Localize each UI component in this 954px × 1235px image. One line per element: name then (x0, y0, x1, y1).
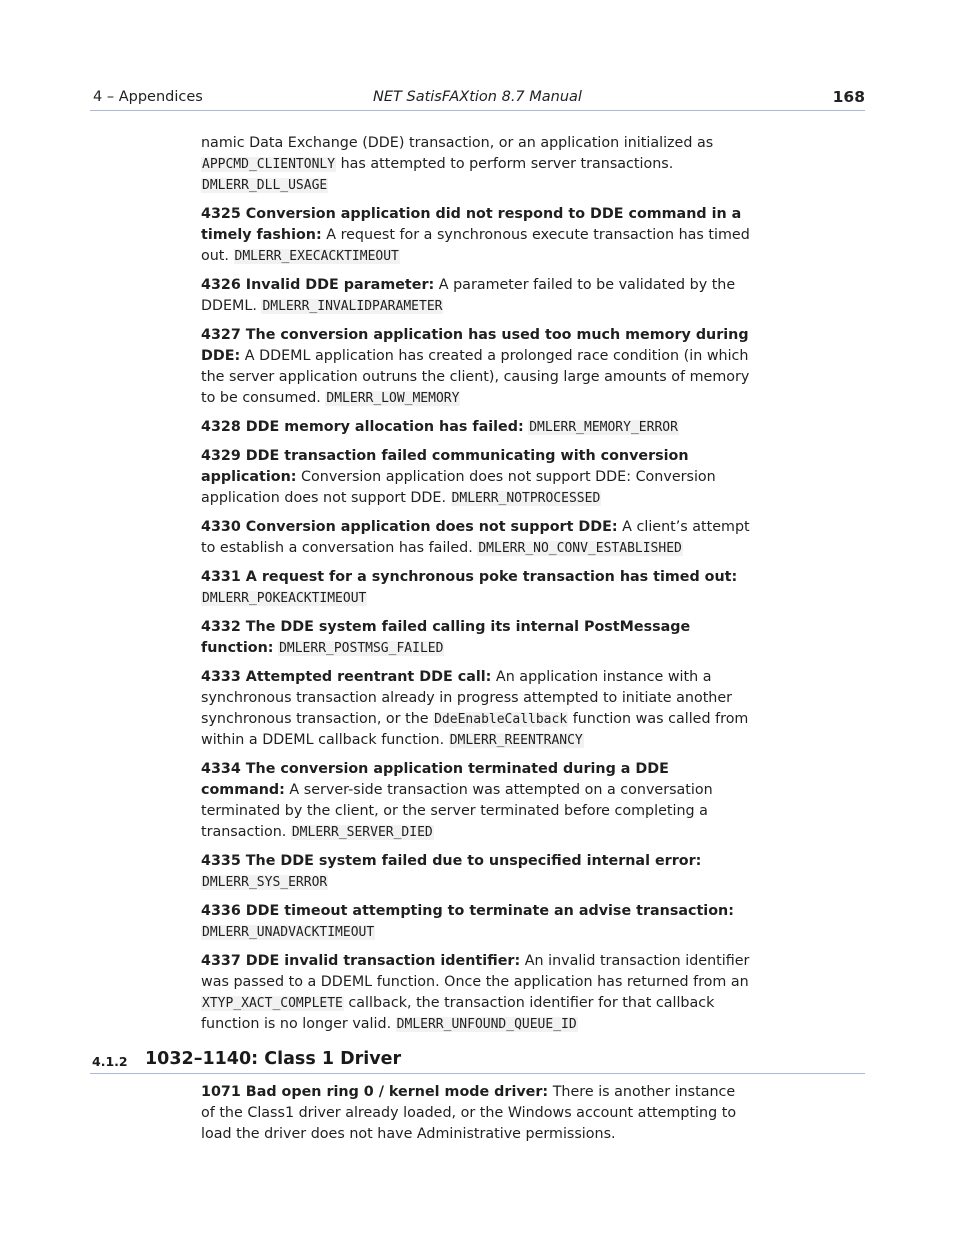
error-number: 4326 (201, 277, 241, 293)
error-code: DMLERR_SYS_ERROR (202, 875, 328, 890)
error-number: 4336 (201, 903, 241, 919)
error-description: A request for a synchronous execute transaction has timed out. (201, 227, 750, 264)
error-title: DDE timeout attempting to terminate an advise transaction: (245, 903, 734, 919)
page-header (90, 88, 865, 111)
error-title: Bad open ring 0 / kernel mode driver: (245, 1084, 549, 1100)
error-title: DDE transaction failed communicating with conversion application: (201, 448, 689, 485)
error-entry-4328 (201, 417, 753, 438)
error-code: DMLERR_NOTPROCESSED (451, 491, 601, 506)
function-name: DdeEnableCallback (434, 712, 568, 727)
error-description: Conversion application does not support DDE: Conversion application does not support DDE. (201, 469, 716, 506)
error-entry-4335 (201, 851, 753, 893)
error-entry-4332 (201, 617, 753, 659)
error-description: A server-side transaction was attempted on a conversation terminated by the client, or the server terminated before completing a transaction. (201, 782, 713, 840)
error-title: Conversion application does not support DDE: (245, 519, 618, 535)
error-entry-4325 (201, 204, 753, 267)
error-title: Conversion application did not respond to DDE command in a timely fashion: (201, 206, 742, 243)
intro-paragraph (201, 133, 753, 196)
error-entry-4326 (201, 275, 753, 317)
error-code: DMLERR_DLL_USAGE (202, 178, 328, 193)
error-title: The DDE system failed calling its internal PostMessage function: (201, 619, 691, 656)
error-code: DMLERR_UNFOUND_QUEUE_ID (396, 1017, 577, 1032)
error-number: 4328 (201, 419, 241, 435)
section-heading (90, 1048, 865, 1074)
error-number: 4331 (201, 569, 241, 585)
error-entry-4334 (201, 759, 753, 843)
error-code: DMLERR_EXECACKTIMEOUT (234, 249, 399, 264)
section-number: 4.1.2 (92, 1054, 128, 1069)
error-description: There is another instance of the Class1 driver already loaded, or the Windows account attempting to load the driver does not have Administrative permissions. (201, 1084, 737, 1142)
error-description-2: callback, the transaction identifier for that callback function is no longer valid. (201, 995, 715, 1032)
error-title: DDE memory allocation has failed: (245, 419, 524, 435)
section-title: 1032–1140: Class 1 Driver (145, 1049, 402, 1069)
error-number: 4327 (201, 327, 241, 343)
error-code: DMLERR_UNADVACKTIMEOUT (202, 925, 375, 940)
error-entry-4327 (201, 325, 753, 409)
error-title: The conversion application terminated during a DDE command: (201, 761, 669, 798)
error-entry-4336 (201, 901, 753, 943)
intro-text: namic Data Exchange (DDE) transaction, or an application initialized as (201, 135, 714, 151)
error-code: DMLERR_POKEACKTIMEOUT (202, 591, 367, 606)
error-code: DMLERR_MEMORY_ERROR (529, 420, 678, 435)
error-title: A request for a synchronous poke transaction has timed out: (245, 569, 738, 585)
code-ref: APPCMD_CLIENTONLY (202, 157, 336, 172)
error-number: 4329 (201, 448, 241, 464)
error-description: An invalid transaction identifier was passed to a DDEML function. Once the application has returned from an (201, 953, 750, 990)
manual-title: NET SatisFAXtion 8.7 Manual (373, 89, 582, 105)
error-number: 4330 (201, 519, 241, 535)
error-code: DMLERR_REENTRANCY (449, 733, 583, 748)
error-description-2: function was called from within a DDEML callback function. (201, 711, 749, 748)
error-description: A DDEML application has created a prolonged race condition (in which the server application outruns the client), causing large amounts of memory to be consumed. (201, 348, 750, 406)
error-entry-4329 (201, 446, 753, 509)
error-code: DMLERR_LOW_MEMORY (326, 391, 460, 406)
error-code: DMLERR_NO_CONV_ESTABLISHED (478, 541, 682, 556)
error-title: The DDE system failed due to unspecified internal error: (245, 853, 702, 869)
error-description: An application instance with a synchronous transaction already in progress attempted to initiate another synchronous transaction, or the (201, 669, 733, 727)
error-entry-4331 (201, 567, 753, 609)
chapter-label: 4 – Appendices (93, 89, 203, 105)
error-entry-4330 (201, 517, 753, 559)
error-description: A client’s attempt to establish a conversation has failed. (201, 519, 750, 556)
error-entry-4337 (201, 951, 753, 1035)
error-title: Attempted reentrant DDE call: (245, 669, 492, 685)
error-number: 4334 (201, 761, 241, 777)
callback-name: XTYP_XACT_COMPLETE (202, 996, 343, 1011)
error-title: Invalid DDE parameter: (245, 277, 435, 293)
error-entry-4333 (201, 667, 753, 751)
error-number: 4333 (201, 669, 241, 685)
error-number: 4325 (201, 206, 241, 222)
error-number: 1071 (201, 1084, 241, 1100)
error-code: DMLERR_SERVER_DIED (291, 825, 433, 840)
error-number: 4337 (201, 953, 241, 969)
error-list (201, 133, 753, 1043)
error-title: The conversion application has used too much memory during DDE: (201, 327, 749, 364)
error-title: DDE invalid transaction identifier: (245, 953, 521, 969)
error-code: DMLERR_POSTMSG_FAILED (279, 641, 444, 656)
class1-error-list (201, 1082, 753, 1153)
error-number: 4335 (201, 853, 241, 869)
page-number: 168 (832, 88, 865, 106)
error-entry-1071 (201, 1082, 753, 1145)
error-number: 4332 (201, 619, 241, 635)
error-description: A parameter failed to be validated by the DDEML. (201, 277, 736, 314)
error-code: DMLERR_INVALIDPARAMETER (262, 299, 443, 314)
intro-text-2: has attempted to perform server transactions. (336, 156, 674, 172)
